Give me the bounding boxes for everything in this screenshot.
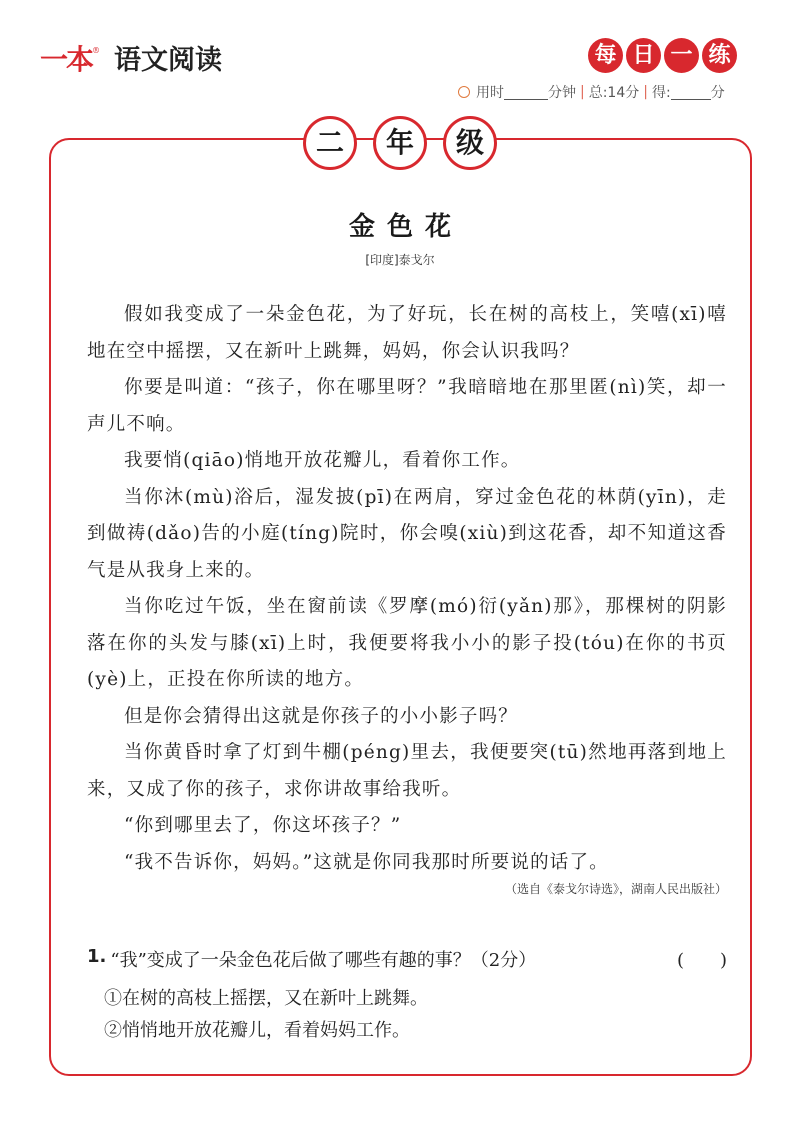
paragraph: 当你沐(mù)浴后，湿发披(pī)在两肩，穿过金色花的林荫(yīn)，走到做祷(dǎo)告的小庭(tíng)院时，你会嗅(xiù)到这花香，却不知道这香气是从我身上来的。: [87, 486, 727, 581]
stats-bar: [458, 82, 725, 102]
article-title: 金色花: [348, 212, 463, 242]
daily-char: 练: [702, 38, 737, 73]
paragraph: 我要悄(qiāo)悄地开放花瓣儿，看着你工作。: [124, 450, 521, 471]
total-score: 总:14分: [588, 85, 640, 101]
paragraph: 当你黄昏时拿了灯到牛棚(péng)里去，我便要突(tū)然地再落到地上来，又成了你的孩子，求你讲故事给我听。: [87, 742, 727, 800]
time-label: 用时: [476, 85, 504, 101]
daily-char: 每: [588, 38, 623, 73]
series-title: 语文阅读: [114, 45, 223, 76]
paragraph: 你要是叫道：“孩子，你在哪里呀？”我暗暗地在那里匿(nì)笑，却一声儿不响。: [87, 377, 727, 435]
score-unit: 分: [710, 85, 725, 101]
paragraph: 假如我变成了一朵金色花，为了好玩，长在树的高枝上，笑嘻(xī)嘻地在空中摇摆，又在新叶上跳舞，妈妈，你会认识我吗？: [87, 304, 727, 362]
score-blank[interactable]: [671, 85, 711, 100]
question-1: [87, 946, 727, 972]
separator: |: [580, 84, 585, 100]
question-option: ②悄悄地开放花瓣儿，看着妈妈工作。: [104, 1020, 410, 1041]
article-body: [87, 297, 727, 881]
brand-header: [40, 38, 222, 78]
question-option: ①在树的高枝上摇摆，又在新叶上跳舞。: [104, 988, 428, 1009]
brand-logo: 一本: [40, 43, 93, 76]
grade-char: 二: [303, 116, 357, 170]
score-label: 得:: [651, 85, 671, 101]
time-blank[interactable]: [504, 85, 548, 100]
daily-practice-badge: [588, 38, 737, 73]
question-number: 1.: [87, 946, 107, 967]
paragraph: 但是你会猜得出这就是你孩子的小小影子吗？: [124, 705, 519, 727]
grade-badge: [0, 116, 800, 170]
article-source: （选自《泰戈尔诗选》，湖南人民出版社）: [504, 882, 727, 896]
paragraph: “我不告诉你，妈妈。”这就是你同我那时所要说的话了。: [124, 851, 609, 873]
daily-char: 一: [664, 38, 699, 73]
question-text: “我”变成了一朵金色花后做了哪些有趣的事？（2分）: [110, 950, 537, 971]
clock-icon: [458, 86, 470, 98]
paragraph: “你到哪里去了，你这坏孩子？”: [124, 815, 402, 836]
registered-mark: ®: [92, 46, 101, 55]
grade-char: 年: [373, 116, 427, 170]
answer-blank[interactable]: ( ): [676, 950, 727, 971]
time-unit: 分钟: [548, 85, 576, 101]
article-author: [印度]泰戈尔: [365, 253, 435, 267]
separator: |: [643, 84, 648, 100]
daily-char: 日: [626, 38, 661, 73]
grade-char: 级: [443, 116, 497, 170]
paragraph: 当你吃过午饭，坐在窗前读《罗摩(mó)衍(yǎn)那》，那棵树的阴影落在你的头发与膝(xī)上时，我便要将我小小的影子投(tóu)在你的书页(yè)上，正投在你所读的地方。: [87, 596, 727, 690]
